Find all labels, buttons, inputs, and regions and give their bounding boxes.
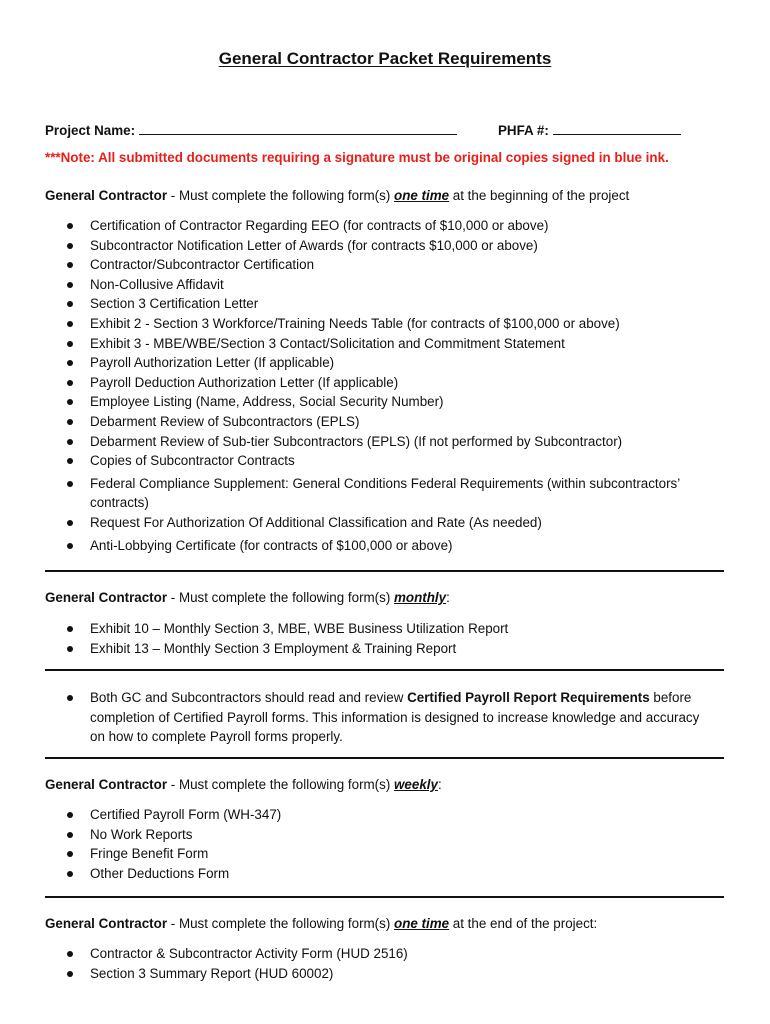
list-item-text: Certification of Contractor Regarding EEO (for contracts of $10,000 or above)	[90, 218, 549, 233]
bullet-icon	[67, 223, 73, 229]
guidance-post: before completion of Certified Payroll forms. This information is designed to increase knowledge and accuracy on how to complete Payroll forms properly.	[90, 690, 700, 745]
list-item-text: Exhibit 3 - MBE/WBE/Section 3 Contact/Solicitation and Commitment Statement	[90, 335, 565, 351]
bullet-icon	[67, 812, 73, 818]
list-item-text: Section 3 Certification Letter	[90, 296, 259, 312]
bullet-icon	[67, 399, 73, 405]
list-item-text: Section 3 Summary Report (HUD 60002)	[90, 965, 334, 981]
section-who: General Contractor	[45, 777, 168, 792]
list-item-text: Request For Authorization Of Additional Classification and Rate (As needed)	[90, 514, 542, 530]
list-item	[0, 255, 705, 275]
list-item-text: Subcontractor Notification Letter of Awards (for contracts $10,000 or above)	[90, 237, 538, 253]
phfa-field	[498, 121, 681, 141]
bullet-icon	[67, 262, 73, 268]
section-tail: at the end of the project:	[449, 916, 598, 931]
list-item-text: Debarment Review of Sub-tier Subcontractors (EPLS) (If not performed by Subcontractor)	[90, 433, 623, 449]
weekly-list	[0, 805, 705, 883]
section-heading-one-time-end	[45, 914, 597, 934]
list-item	[0, 275, 705, 295]
list-item	[0, 451, 705, 471]
list-item-text: Exhibit 10 – Monthly Section 3, MBE, WBE Business Utilization Report	[90, 621, 509, 636]
list-item	[0, 353, 705, 373]
list-item-text: Contractor & Subcontractor Activity Form (HUD 2516)	[90, 946, 408, 961]
list-item-text: Payroll Deduction Authorization Letter (If applicable)	[90, 374, 399, 390]
list-item	[0, 688, 705, 747]
guidance-pre: Both GC and Subcontractors should read and review	[90, 690, 408, 705]
list-item-text: Certified Payroll Form (WH-347)	[90, 807, 282, 822]
bullet-icon	[67, 951, 73, 957]
bullet-icon	[67, 282, 73, 288]
bullet-icon	[67, 419, 73, 425]
bullet-icon	[67, 439, 73, 445]
list-item	[0, 314, 705, 334]
list-item	[0, 513, 705, 533]
section-tail: at the beginning of the project	[449, 188, 630, 203]
bullet-icon	[67, 301, 73, 307]
list-item-text: Non-Collusive Affidavit	[90, 276, 224, 292]
bullet-icon	[67, 626, 73, 632]
list-item	[0, 864, 705, 884]
section-frequency: one time	[394, 188, 450, 203]
list-item-text: Anti-Lobbying Certificate (for contracts of $100,000 or above)	[90, 537, 453, 553]
bullet-icon	[67, 481, 73, 487]
list-item	[0, 432, 705, 452]
section-who: General Contractor	[45, 590, 168, 605]
signature-note: ***Note: All submitted documents requiring a signature must be original copies signed in blue ink.	[45, 150, 669, 165]
list-item-text: Other Deductions Form	[90, 865, 230, 881]
list-item-text: Exhibit 13 – Monthly Section 3 Employment & Training Report	[90, 640, 457, 656]
list-item	[0, 825, 705, 845]
section-tail: :	[446, 590, 450, 605]
bullet-icon	[67, 646, 73, 652]
section-who: General Contractor	[45, 188, 168, 203]
list-item	[0, 373, 705, 393]
list-item-text: Federal Compliance Supplement: General Conditions Federal Requirements (within subcontractors’ contracts)	[90, 475, 680, 511]
list-item-text: Payroll Authorization Letter (If applicable)	[90, 355, 335, 371]
bullet-icon	[67, 243, 73, 249]
list-item-text: Fringe Benefit Form	[90, 846, 209, 862]
list-item	[0, 619, 705, 639]
list-item	[0, 474, 705, 513]
list-item	[0, 412, 705, 432]
list-item-text: Copies of Subcontractor Contracts	[90, 453, 295, 469]
project-name-field	[45, 121, 457, 141]
bullet-icon	[67, 321, 73, 327]
list-item	[0, 294, 705, 314]
section-heading-monthly	[45, 588, 450, 608]
section-heading-one-time-start	[45, 186, 629, 206]
bullet-icon	[67, 543, 73, 549]
list-item	[0, 334, 705, 354]
one-time-end-list	[0, 944, 705, 983]
list-item-text: Exhibit 2 - Section 3 Workforce/Training Needs Table (for contracts of $100,000 or above)	[90, 315, 620, 331]
list-item-text: Contractor/Subcontractor Certification	[90, 257, 315, 273]
bullet-icon	[67, 458, 73, 464]
project-name-label: Project Name:	[45, 123, 136, 138]
divider	[45, 757, 724, 759]
payroll-guidance-text	[90, 690, 699, 744]
bullet-icon	[67, 520, 73, 526]
list-item	[0, 536, 705, 556]
divider	[45, 896, 724, 898]
list-item	[0, 639, 705, 659]
payroll-guidance-list	[0, 688, 705, 747]
project-name-blank[interactable]	[139, 122, 457, 135]
phfa-label: PHFA #:	[498, 123, 549, 138]
list-item-text: Employee Listing (Name, Address, Social Security Number)	[90, 394, 444, 410]
monthly-list	[0, 619, 705, 658]
bullet-icon	[67, 871, 73, 877]
bullet-icon	[67, 971, 73, 977]
list-item	[0, 844, 705, 864]
list-item-text: Debarment Review of Subcontractors (EPLS)	[90, 413, 360, 429]
list-item	[0, 236, 705, 256]
bullet-icon	[67, 851, 73, 857]
one-time-start-list	[0, 216, 705, 555]
section-who: General Contractor	[45, 916, 168, 931]
section-lead: - Must complete the following form(s)	[167, 916, 395, 931]
section-frequency: weekly	[394, 777, 438, 792]
list-item-text: No Work Reports	[90, 826, 193, 842]
list-item	[0, 216, 705, 236]
bullet-icon	[67, 341, 73, 347]
phfa-blank[interactable]	[553, 122, 681, 135]
section-frequency: one time	[394, 916, 450, 931]
bullet-icon	[67, 380, 73, 386]
guidance-bold: Certified Payroll Report Requirements	[407, 690, 650, 705]
divider	[45, 669, 724, 671]
section-lead: - Must complete the following form(s)	[167, 777, 395, 792]
bullet-icon	[67, 360, 73, 366]
list-item	[0, 964, 705, 984]
list-item	[0, 944, 705, 964]
section-heading-weekly	[45, 775, 442, 795]
section-lead: - Must complete the following form(s)	[167, 590, 395, 605]
section-tail: :	[437, 777, 442, 792]
section-frequency: monthly	[394, 590, 447, 605]
bullet-icon	[67, 832, 73, 838]
list-item	[0, 392, 705, 412]
bullet-icon	[67, 695, 73, 701]
list-item	[0, 805, 705, 825]
divider	[45, 570, 724, 572]
page-title: General Contractor Packet Requirements	[218, 49, 552, 68]
section-lead: - Must complete the following form(s)	[167, 188, 395, 203]
